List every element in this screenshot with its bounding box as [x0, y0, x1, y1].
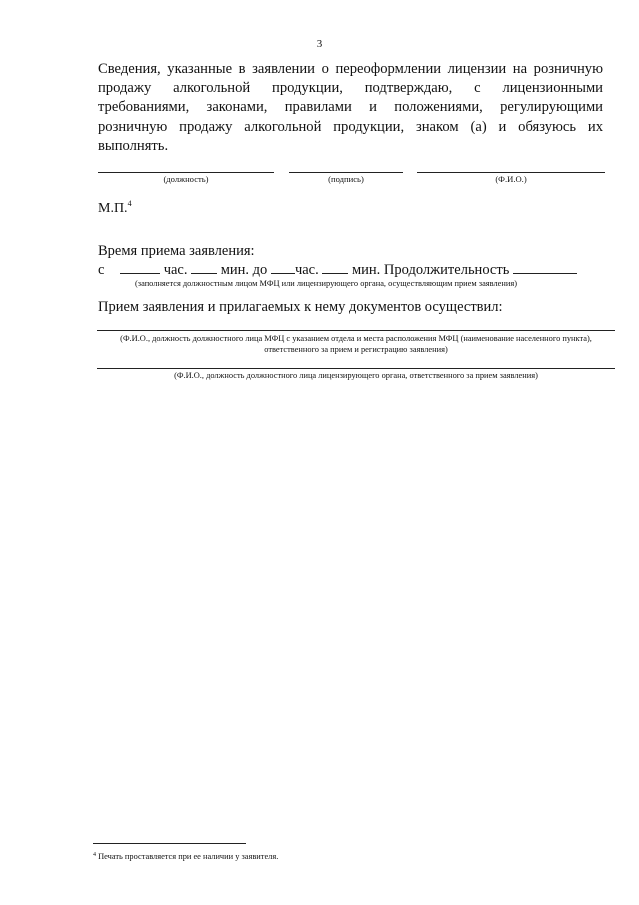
- footnote-text: Печать проставляется при ее наличии у заявителя.: [98, 852, 279, 861]
- confirmation-paragraph: Сведения, указанные в заявлении о переоформлении лицензии на розничную продажу алкогольной продукции, подтверждаю, с лицензионными требованиями, законами, правилами и положениями, регулирующими розничную продажу алкогольной продукции, знаком (а) и обязуюсь их выполнять.: [98, 61, 603, 154]
- blank-hours-to: [271, 261, 295, 274]
- reception-time-note: (заполняется должностным лицом МФЦ или лицензирующего органа, осуществляющим прием заявления): [135, 279, 518, 288]
- reception-time-line: [98, 261, 616, 279]
- duration-label: мин. Продолжительность: [351, 262, 510, 278]
- position-caption: (должность): [163, 174, 209, 184]
- page-number: 3: [316, 38, 323, 50]
- stamp-text: М.П.: [98, 201, 128, 216]
- reception-time-heading: Время приема заявления:: [98, 243, 255, 259]
- blank-hours-from: [120, 261, 160, 274]
- signature-line: [289, 172, 403, 173]
- acceptance-heading: Прием заявления и прилагаемых к нему документов осуществил:: [98, 299, 503, 315]
- authority-officer-note: (Ф.И.О., должность должностного лица лицензирующего органа, ответственного за прием заявления): [174, 371, 538, 380]
- hours-label-2: час.: [294, 262, 319, 278]
- footnote: [93, 852, 278, 861]
- from-label: с: [98, 262, 105, 278]
- name-caption: (Ф.И.О.): [495, 174, 527, 184]
- blank-duration: [513, 261, 577, 274]
- hours-label-1: час.: [163, 262, 188, 278]
- stamp-label: [98, 199, 132, 217]
- minutes-to-label: мин. до: [220, 262, 268, 278]
- authority-officer-line: [97, 368, 615, 369]
- stamp-footnote-ref: 4: [127, 199, 132, 208]
- mfc-officer-note: (Ф.И.О., должность должностного лица МФЦ с указанием отдела и места расположения МФЦ (наименование населенного пункта), ответственного за прием и регистрацию заявления): [120, 334, 592, 354]
- blank-minutes-from: [191, 261, 217, 274]
- blank-minutes-to: [322, 261, 348, 274]
- footnote-separator: [93, 843, 246, 844]
- footnote-number: 4: [93, 852, 96, 858]
- mfc-officer-line: [97, 330, 615, 331]
- name-line: [417, 172, 605, 173]
- signature-caption: (подпись): [328, 174, 364, 184]
- position-line: [98, 172, 274, 173]
